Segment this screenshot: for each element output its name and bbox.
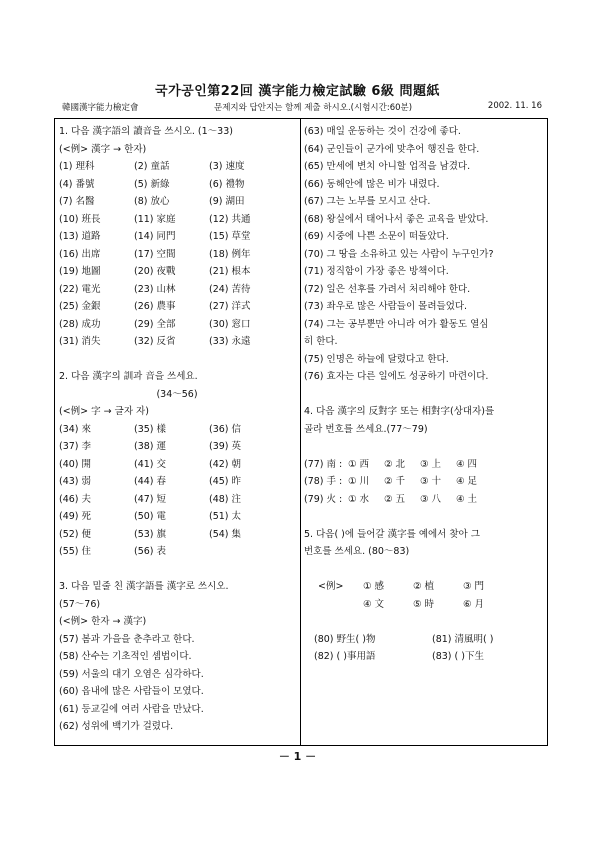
question-item: (75) 인명은 하늘에 달렸다고 한다. bbox=[304, 353, 449, 365]
question-item: (61) 등교길에 여러 사람을 만났다. bbox=[59, 703, 204, 715]
section1-row bbox=[59, 316, 295, 334]
page-number: － 1 － bbox=[278, 750, 317, 763]
question-item: (6) 禮物 bbox=[209, 178, 245, 190]
question-74-line2: 히 한다. bbox=[304, 336, 338, 347]
question-item: (39) 英 bbox=[209, 441, 242, 452]
answer-option: ① 川 bbox=[348, 476, 370, 487]
question-item: (10) 班長 bbox=[59, 213, 101, 225]
answer-option: ② 北 bbox=[384, 458, 406, 470]
question-item: (21) 根本 bbox=[209, 266, 251, 277]
question-74-line1: (74) 그는 공부뿐만 아니라 여가 활동도 열심 bbox=[304, 318, 489, 330]
section2-row bbox=[59, 543, 295, 561]
question-item: (23) 山林 bbox=[134, 283, 176, 295]
question-item: (31) 消失 bbox=[59, 336, 101, 347]
section2-row bbox=[59, 491, 295, 509]
question-item: (63) 매일 운동하는 것이 건강에 좋다. bbox=[304, 126, 461, 137]
section2-row bbox=[59, 438, 295, 456]
question-label: (78) 手 : bbox=[304, 476, 343, 487]
section3-items-end bbox=[304, 351, 544, 386]
answer-option: ② 五 bbox=[384, 493, 406, 505]
section2-items bbox=[59, 421, 295, 561]
section1-row bbox=[59, 281, 295, 299]
section2-row bbox=[59, 421, 295, 439]
question-item: (50) 電 bbox=[134, 511, 167, 522]
section5-question-line2: 번호를 쓰세요. (80～83) bbox=[304, 546, 410, 557]
question-item: (42) 朝 bbox=[209, 458, 242, 470]
question-item: (17) 空間 bbox=[134, 248, 176, 260]
question-item: (72) 일은 선후를 가려서 처리해야 한다. bbox=[304, 283, 471, 295]
question-item: (24) 苦待 bbox=[209, 283, 251, 295]
section5-items bbox=[304, 631, 544, 666]
question-item: (30) 窓口 bbox=[209, 318, 251, 330]
question-item: (33) 永遠 bbox=[209, 336, 251, 347]
section1-row bbox=[59, 246, 295, 264]
question-item: (56) 表 bbox=[134, 546, 167, 557]
question-item: (20) 夜戰 bbox=[134, 266, 176, 277]
exam-instruction: 문제지와 답안지는 함께 제출 하시오.(시험시간:60분) bbox=[214, 103, 413, 113]
answer-option: ③ 上 bbox=[420, 458, 442, 470]
question-item: (26) 農事 bbox=[134, 301, 176, 312]
section1-row bbox=[59, 158, 295, 176]
question-item: (11) 家庭 bbox=[134, 213, 176, 225]
question-item: (18) 例年 bbox=[209, 248, 251, 260]
example-option: ⑤ 時 bbox=[413, 598, 435, 610]
section4-row bbox=[304, 456, 544, 474]
question-item: (67) 그는 노부를 모시고 산다. bbox=[304, 196, 431, 207]
section4-question-line2: 골라 번호를 쓰세요.(77～79) bbox=[304, 423, 428, 435]
section2-question: 2. 다음 漢字의 訓과 音을 쓰세요. bbox=[59, 371, 198, 382]
question-frame bbox=[54, 118, 548, 746]
question-item: (25) 金銀 bbox=[59, 301, 101, 312]
question-item: (7) 名醫 bbox=[59, 196, 95, 207]
question-item: (71) 정직함이 가장 좋은 방책이다. bbox=[304, 266, 449, 277]
answer-option: ③ 十 bbox=[420, 476, 442, 487]
question-item: (4) 番號 bbox=[59, 178, 95, 190]
answer-option: ④ 四 bbox=[456, 458, 478, 470]
question-item: (29) 全部 bbox=[134, 318, 176, 330]
section1-question: 1. 다음 漢字語의 讀音을 쓰시오. (1～33) bbox=[59, 126, 233, 137]
question-item: (54) 集 bbox=[209, 528, 242, 540]
section3-items bbox=[59, 631, 295, 736]
question-item: (14) 同門 bbox=[134, 231, 176, 242]
question-item: (49) 死 bbox=[59, 511, 92, 522]
section1-row bbox=[59, 228, 295, 246]
section4-items bbox=[304, 456, 544, 509]
section4-row bbox=[304, 491, 544, 509]
question-item: (15) 草堂 bbox=[209, 231, 251, 242]
question-item: (36) 信 bbox=[209, 423, 242, 435]
question-label: (77) 南 : bbox=[304, 458, 343, 470]
section1-row bbox=[59, 211, 295, 229]
section5-example-box bbox=[304, 578, 544, 613]
question-item: (44) 春 bbox=[134, 476, 167, 487]
question-81: (81) 清風明( ) bbox=[432, 633, 494, 645]
question-label: (79) 火 : bbox=[304, 493, 343, 505]
example-option: ③ 門 bbox=[463, 581, 485, 592]
question-item: (38) 運 bbox=[134, 441, 167, 452]
section1-row bbox=[59, 263, 295, 281]
question-item: (40) 開 bbox=[59, 458, 92, 470]
section3-question: 3. 다음 밑줄 친 漢字語를 漢字로 쓰시오. bbox=[59, 581, 229, 592]
section3-range: (57～76) bbox=[59, 598, 101, 610]
answer-option: ④ 足 bbox=[456, 476, 478, 487]
example-option: ② 植 bbox=[413, 581, 435, 592]
example-option: ① 感 bbox=[363, 581, 385, 592]
question-item: (76) 효자는 다른 일에도 성공하기 마련이다. bbox=[304, 371, 489, 382]
question-item: (70) 그 땅을 소유하고 있는 사람이 누구인가? bbox=[304, 248, 494, 260]
question-item: (68) 왕실에서 태어나서 좋은 교육을 받았다. bbox=[304, 213, 489, 225]
section1-row bbox=[59, 193, 295, 211]
section2-row bbox=[59, 456, 295, 474]
section1-row bbox=[59, 333, 295, 351]
question-item: (58) 산수는 기초적인 셈법이다. bbox=[59, 651, 192, 662]
section5-question-line1: 5. 다음( )에 들어갈 漢字를 예에서 찾아 그 bbox=[304, 528, 480, 540]
question-83: (83) ( )下生 bbox=[432, 651, 484, 662]
question-item: (3) 速度 bbox=[209, 161, 245, 172]
question-item: (43) 弱 bbox=[59, 476, 92, 487]
section2-row bbox=[59, 508, 295, 526]
question-item: (27) 洋式 bbox=[209, 301, 251, 312]
answer-option: ② 千 bbox=[384, 476, 406, 487]
question-item: (13) 道路 bbox=[59, 231, 101, 242]
section2-range: (34～56) bbox=[156, 388, 198, 400]
question-item: (69) 시중에 나쁜 소문이 떠돌았다. bbox=[304, 231, 449, 242]
question-item: (51) 太 bbox=[209, 511, 242, 522]
question-item: (2) 童話 bbox=[134, 161, 170, 172]
section2-row bbox=[59, 473, 295, 491]
question-item: (35) 樣 bbox=[134, 423, 167, 435]
left-column bbox=[59, 123, 295, 736]
section4-row bbox=[304, 473, 544, 491]
question-item: (73) 좌우로 많은 사람들이 몰려들었다. bbox=[304, 301, 468, 312]
exam-title: 국가공인第22回 漢字能力檢定試驗 6級 問題紙 bbox=[155, 84, 440, 99]
example-option: ⑥ 月 bbox=[463, 598, 485, 610]
question-item: (66) 동해안에 많은 비가 내렸다. bbox=[304, 178, 440, 190]
question-item: (9) 湖田 bbox=[209, 196, 245, 207]
question-item: (53) 旗 bbox=[134, 528, 167, 540]
question-item: (62) 성위에 백기가 걸렸다. bbox=[59, 721, 174, 732]
column-divider bbox=[300, 119, 301, 745]
section2-example: (<例> 字 → 글자 자) bbox=[59, 406, 149, 417]
question-item: (57) 봄과 가을을 춘추라고 한다. bbox=[59, 633, 195, 645]
answer-option: ① 水 bbox=[348, 493, 370, 505]
question-item: (28) 成功 bbox=[59, 318, 101, 330]
question-item: (12) 共通 bbox=[209, 213, 251, 225]
question-item: (65) 만세에 변치 아니할 업적을 남겼다. bbox=[304, 161, 471, 172]
section4-question-line1: 4. 다음 漢字의 反對字 또는 相對字(상대자)를 bbox=[304, 406, 495, 417]
question-82: (82) ( )事用語 bbox=[314, 651, 376, 662]
question-item: (48) 注 bbox=[209, 493, 242, 505]
question-item: (60) 읍내에 많은 사람들이 모였다. bbox=[59, 686, 204, 697]
question-item: (47) 短 bbox=[134, 493, 167, 505]
organization-name: 韓國漢字能力檢定會 bbox=[62, 103, 139, 113]
question-item: (22) 電光 bbox=[59, 283, 101, 295]
answer-option: ① 西 bbox=[348, 458, 370, 470]
question-item: (32) 反省 bbox=[134, 336, 176, 347]
question-item: (19) 地圖 bbox=[59, 266, 101, 277]
answer-option: ④ 土 bbox=[456, 493, 478, 505]
question-item: (5) 新綠 bbox=[134, 178, 170, 190]
question-item: (64) 군인들이 군가에 맞추어 행진을 한다. bbox=[304, 143, 480, 155]
question-item: (55) 住 bbox=[59, 546, 92, 557]
example-option: ④ 文 bbox=[363, 598, 385, 610]
question-item: (34) 來 bbox=[59, 423, 92, 435]
question-item: (16) 出席 bbox=[59, 248, 101, 260]
right-column bbox=[304, 123, 544, 666]
question-item: (1) 理科 bbox=[59, 161, 95, 172]
question-item: (45) 昨 bbox=[209, 476, 242, 487]
section1-row bbox=[59, 176, 295, 194]
section3-items-continued bbox=[304, 123, 544, 316]
section1-example: (<例> 漢字 → 한자) bbox=[59, 143, 147, 155]
exam-date: 2002. 11. 16 bbox=[487, 101, 542, 111]
section1-row bbox=[59, 298, 295, 316]
question-item: (46) 夫 bbox=[59, 493, 92, 505]
question-item: (59) 서울의 대기 오염은 심각하다. bbox=[59, 668, 204, 680]
section3-example: (<例> 한자 → 漢字) bbox=[59, 616, 147, 627]
question-item: (41) 交 bbox=[134, 458, 167, 470]
question-80: (80) 野生( )物 bbox=[314, 633, 376, 645]
question-item: (52) 便 bbox=[59, 528, 92, 540]
section1-items bbox=[59, 158, 295, 351]
section5-example-label: <例> bbox=[318, 581, 344, 592]
question-item: (37) 李 bbox=[59, 441, 92, 452]
question-item: (8) 放心 bbox=[134, 196, 170, 207]
answer-option: ③ 八 bbox=[420, 493, 442, 505]
question-item bbox=[209, 543, 289, 561]
section2-row bbox=[59, 526, 295, 544]
